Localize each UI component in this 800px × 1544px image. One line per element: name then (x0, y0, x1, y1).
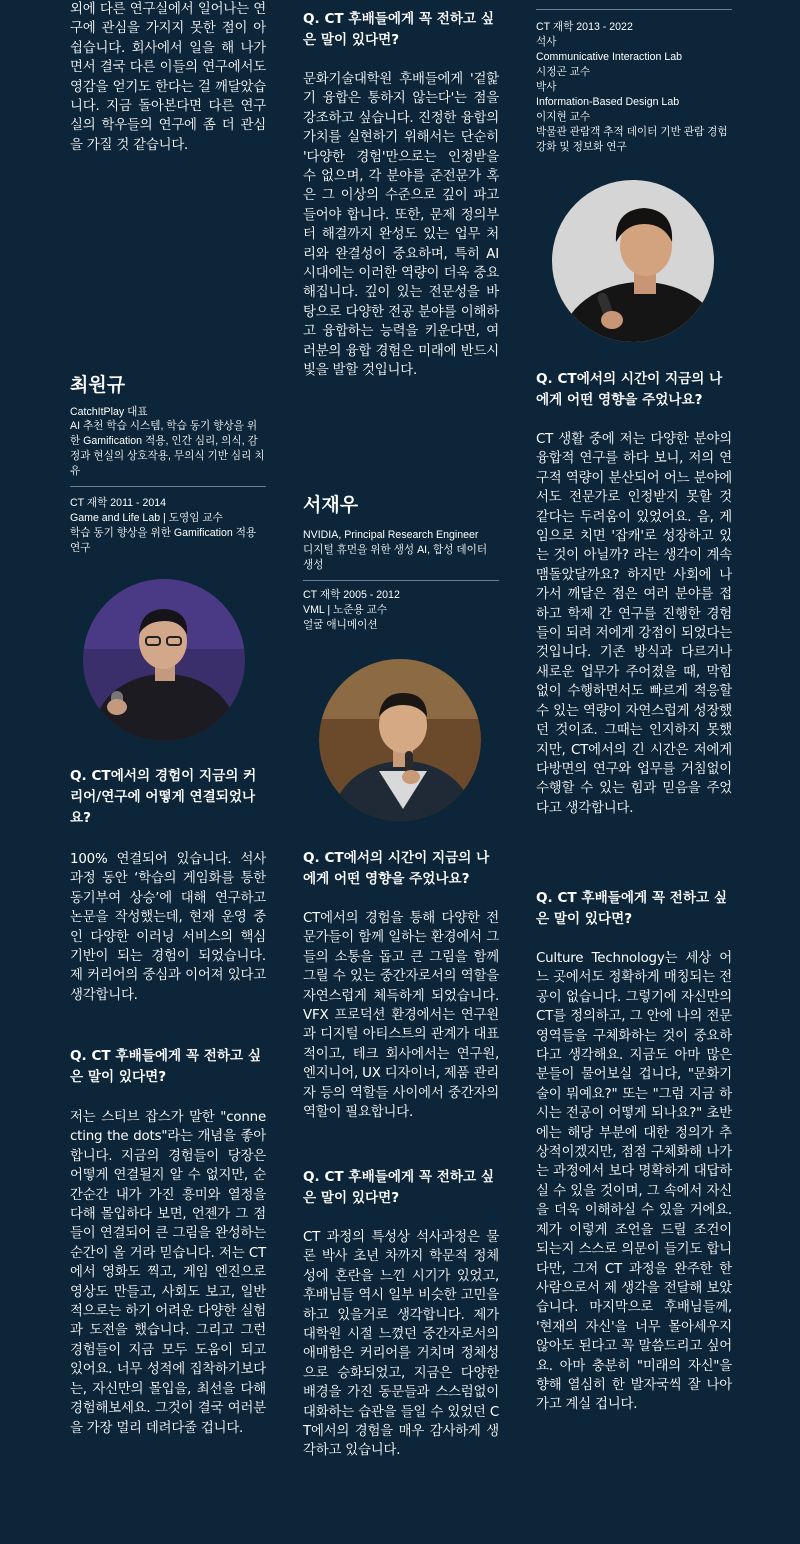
answer-paragraph: 100% 연결되어 있습니다. 석사 과정 동안 ‘학습의 게임화를 통한 동기부여 상승’에 대해 연구하고 논문을 작성했는데, 현재 운영 중인 다양한 이러닝 서비스의 핵심 기반이 되는 경험이 되었습니다. 제 커리어의 중심과 이어져 있다고 생각합니다. (70, 852, 266, 1003)
divider (536, 9, 732, 10)
question-heading: Q. CT에서의 시간이 지금의 나에게 어떤 영향을 주었나요? (303, 850, 490, 887)
question-heading: Q. CT에서의 경험이 지금의 커리어/연구에 어떻게 연결되었나요? (70, 768, 257, 826)
answer-paragraph: 저는 스티브 잡스가 말한 "connecting the dots"라는 개념을 좋아합니다. 지금의 경험들이 당장은 어떻게 연결될지 알 수 없지만, 순간순간 내가 가진 흥미와 열정을 다해 몰입하다 보면, 언젠가 그 점들이 연결되어 큰 그림을 완성하는 순간이 올 거라 믿습니다. 저는 CT에서 영화도 찍고, 게임 엔진으로 영상도 만들고, 사회도 보고, 일반적으로는 하기 어려운 다양한 실험과 도전을 했습니다. 그리고 그런 경험들이 지금 모두 도움이 되고 있어요. 너무 성적에 집착하기보다는, 자신만의 몰입을, 최선을 다해 경험해보세요. 그것이 결국 여러분을 가장 멀리 데려다줄 겁니다. (70, 1110, 266, 1436)
person-research: 학습 동기 향상을 위한 Gamification 적용 연구 (70, 527, 257, 554)
answer-paragraph: CT에서의 경험을 통해 다양한 전문가들이 함께 일하는 환경에서 그들의 소통을 돕고 큰 그림을 함께 그릴 수 있는 중간자로서의 역할을 자연스럽게 체득하게 되었습니다. VFX 프로덕션 환경에서는 연구원과 디지털 아티스트의 관계가 대표적이고, 테크 회사에서는 연구원, 엔지니어, UX 디자이너, 제품 관리자 등의 역할들 사이에서 중간자의 역할이 필요합니다. (303, 911, 499, 1121)
person-lab: Game and Life Lab | 도영임 교수 (70, 512, 223, 524)
person-interests: 디지털 휴먼을 위한 생성 AI, 합성 데이터 생성 (303, 544, 488, 571)
person-lab: Information-Based Design Lab (536, 96, 680, 108)
person-research: 박물관 관람객 추적 데이터 기반 관람 경험 강화 및 정보화 연구 (536, 126, 728, 153)
person-name: 최원규 (70, 374, 126, 396)
person-research: 얼굴 애니메이션 (303, 619, 378, 631)
person-degree: 박사 (536, 81, 557, 93)
divider (303, 580, 499, 581)
person-interests: AI 추천 학습 시스템, 학습 동기 향상을 위한 Gamification 적용, 인간 심리, 의식, 감정과 현실의 상호작용, 무의식 기반 심리 치유 (70, 420, 265, 477)
person-period: CT 재학 2011 - 2014 (70, 497, 167, 509)
question-heading: Q. CT 후배들에게 꼭 전하고 싶은 말이 있다면? (70, 1048, 261, 1085)
person-name: 서재우 (303, 494, 359, 516)
person-period: CT 재학 2005 - 2012 (303, 589, 400, 601)
person-professor: 시정곤 교수 (536, 66, 591, 78)
answer-paragraph: CT 생활 중에 저는 다양한 분야의 융합적 연구를 하다 보니, 저의 연구적 역량이 분산되어 어느 분야에서도 전문가로 인정받지 못할 것 같다는 두려움이 있었어요. 음, 게임으로 치면 '잡캐'로 성장하고 있는 것이 아닐까? 라는 생각이 계속 맴돌았달까요? 하지만 사회에 나가서 깨달은 점은 여러 분야를 접하고 학제 간 연구를 진행한 경험들이 되려 저에게 강점이 되었다는 것입니다. 기존 방식과 다르거나 새로운 업무가 주어졌을 때, 막힘없이 수행하면서도 빠르게 적응할 수 있는 역량이 자연스럽게 성장했던 것이죠. 그때는 인지하지 못했지만, CT에서의 긴 시간은 저에게 다방면의 연구와 업무를 거침없이 수행할 수 있는 힘과 믿음을 주었다고 생각합니다. (536, 432, 732, 816)
question-heading: Q. CT 후배들에게 꼭 전하고 싶은 말이 있다면? (303, 1169, 494, 1206)
intro-paragraph: 외에 다른 연구실에서 일어나는 연구에 관심을 가지지 못한 점이 아쉽습니다. 회사에서 일을 해 나가면서 결국 다른 이들의 연구에서도 영감을 얻기도 한다는 걸 깨달았습니다. 지금 돌아본다면 다른 연구실의 학우들의 연구에 좀 더 관심을 가질 것 같습니다. (70, 2, 266, 153)
person-professor: 이지현 교수 (536, 111, 591, 123)
person-period: CT 재학 2013 - 2022 (536, 21, 633, 33)
portrait-photo (319, 659, 481, 821)
person-lab: VML | 노준용 교수 (303, 604, 388, 616)
question-heading: Q. CT에서의 시간이 지금의 나에게 어떤 영향을 주었나요? (536, 371, 723, 408)
person-degree: 석사 (536, 36, 557, 48)
question-heading: Q. CT 후배들에게 꼭 전하고 싶은 말이 있다면? (536, 890, 727, 927)
answer-paragraph: 문화기술대학원 후배들에게 '겉핥기 융합은 통하지 않는다'는 점을 강조하고 싶습니다. 진정한 융합의 가치를 실현하기 위해서는 단순히 '다양한 경험'만으로는 인정받을 수 없으며, 각 분야를 준전문가 혹은 그 이상의 수준으로 깊이 파고들어야 합니다. 또한, 문제 정의부터 해결까지 완성도 있는 업무 처리와 완결성이 중요하며, 특히 AI 시대에는 이러한 역량이 더욱 중요해집니다. 깊이 있는 전문성을 바탕으로 다양한 전공 분야를 이해하고 융합하는 능력을 키운다면, 여러분의 융합 경험은 미래에 반드시 빛을 발할 것입니다. (303, 72, 499, 379)
person-role: NVIDIA, Principal Research Engineer (303, 529, 479, 541)
portrait-photo (552, 180, 714, 342)
person-role: CatchItPlay 대표 (70, 406, 148, 418)
question-heading: Q. CT 후배들에게 꼭 전하고 싶은 말이 있다면? (303, 11, 494, 48)
person-lab: Communicative Interaction Lab (536, 51, 683, 63)
portrait-photo (83, 579, 245, 741)
divider (70, 486, 266, 487)
answer-paragraph: Culture Technology는 세상 어느 곳에서도 정확하게 매칭되는 전공이 없습니다. 그렇기에 자신만의 CT를 정의하고, 그 안에 나의 전문 영역들을 구체화하는 것이 중요하다고 생각해요. 지금도 아마 많은 분들이 물어보실 겁니다, "문화기술이 뭐예요?" 또는 "그럼 지금 하시는 전공이 어떻게 되나요?" 초반에는 해당 부분에 대한 정의가 추상적이겠지만, 점점 구체화해 나가는 과정에서 보다 명확하게 대답하실 수 있을 것이며, 그 속에서 자신을 더욱 이해하실 수 있을 거에요. 제가 이렇게 조언을 드릴 조건이 되는지 스스로 의문이 들기도 합니다만, 그저 CT 과정을 완주한 한 사람으로서 제 생각을 전달해 보았습니다. 마지막으로 후배님들께, '현재의 자신'을 너무 몰아세우지 않아도 된다고 꼭 말씀드리고 싶어요. 아마 충분히 "미래의 자신"을 향해 열심히 한 발자국씩 잘 나아가고 계실 겁니다. (536, 951, 732, 1413)
answer-paragraph: CT 과정의 특성상 석사과정은 물론 박사 초년 차까지 학문적 정체성에 혼란을 느낀 시기가 있었고, 후배님들 역시 일부 비슷한 고민을 하고 있을거로 생각합니다. 제가 대학원 시절 느꼈던 중간자로서의 애매함은 커리어를 거치며 정체성으로 승화되었고, 지금은 다양한 배경을 가진 동문들과 스스럼없이 대화하는 습관을 들일 수 있었던 CT에서의 경험을 매우 감사하게 생각하고 있습니다. (303, 1230, 499, 1459)
